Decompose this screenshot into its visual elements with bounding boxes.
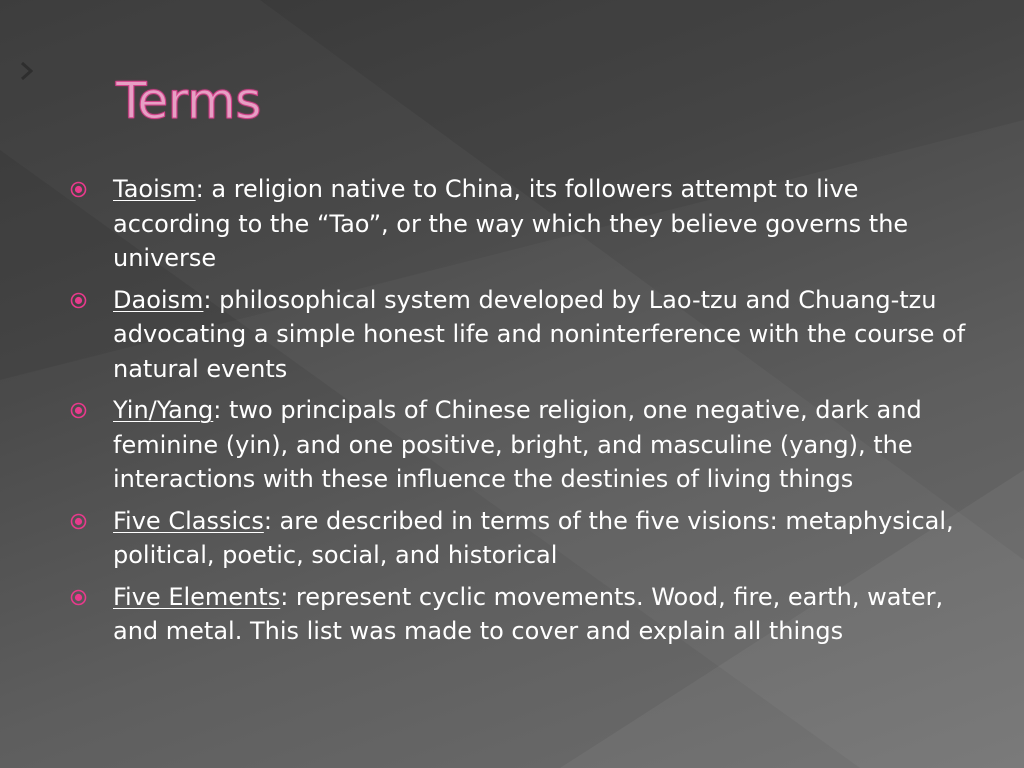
- target-bullet-icon: [70, 513, 87, 530]
- list-item-five-classics: [70, 504, 970, 573]
- target-bullet-icon: [70, 402, 87, 419]
- chevron-right-icon: [20, 61, 34, 81]
- term-definition: : two principals of Chinese religion, one negative, dark and feminine (yin), and one positive, bright, and masculine (yang), the interactions with these influence the destinies of living things: [113, 396, 922, 493]
- term-definition: : philosophical system developed by Lao-tzu and Chuang-tzu advocating a simple honest life and noninterference with the course of natural events: [113, 285, 966, 383]
- term-definition: : a religion native to China, its followers attempt to live according to the “Tao”, or the way which they believe governs the universe: [113, 175, 909, 272]
- term-label: Five Classics: [113, 506, 264, 535]
- terms-list: [70, 172, 970, 656]
- slide-title: Terms: [116, 72, 261, 130]
- term-definition: : represent cyclic movements. Wood, fire, earth, water, and metal. This list was made to cover and explain all things: [113, 582, 944, 645]
- term-label: Daoism: [113, 285, 204, 314]
- term-definition: : are described in terms of the five visions: metaphysical, political, poetic, social, and historical: [113, 506, 954, 569]
- list-item-five-elements: [70, 580, 970, 649]
- term-label: Yin/Yang: [113, 396, 214, 424]
- list-item-yin-yang: [70, 393, 970, 497]
- term-label: Taoism: [113, 175, 196, 203]
- target-bullet-icon: [70, 589, 87, 606]
- target-bullet-icon: [70, 181, 87, 198]
- list-item-taoism: [70, 172, 970, 276]
- term-label: Five Elements: [113, 582, 281, 611]
- list-item-daoism: [70, 283, 970, 387]
- target-bullet-icon: [70, 292, 87, 309]
